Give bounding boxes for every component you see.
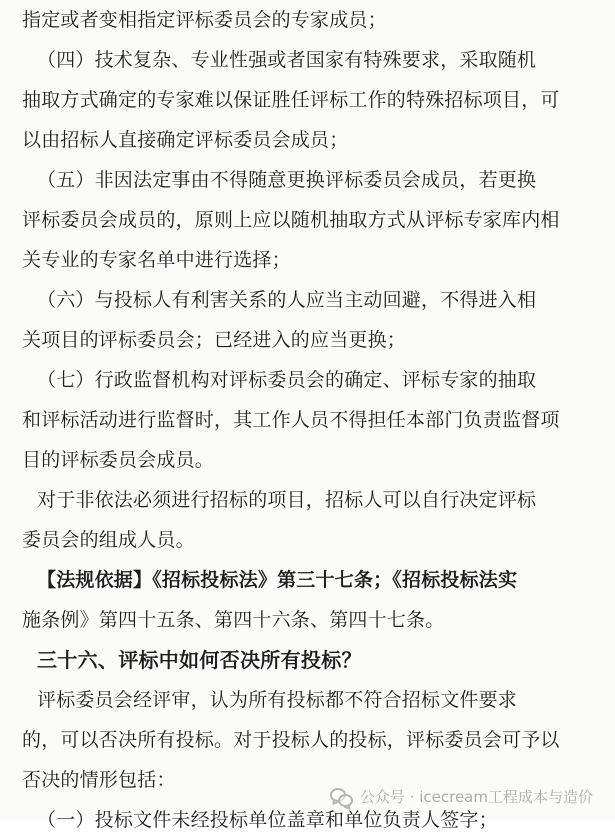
document-line-14: 委员会的组成人员。: [22, 529, 195, 551]
document-line-13: 对于非依法必须进行招标的项目，招标人可以自行决定评标: [37, 489, 537, 511]
document-line-18: 评标委员会经评审，认为所有投标都不符合招标文件要求: [37, 689, 518, 711]
document-line-3: 抽取方式确定的专家难以保证胜任评标工作的特殊招标项目，可: [22, 89, 560, 111]
document-line-7: 关专业的专家名单中进行选择；: [22, 249, 291, 271]
document-line-2: （四）技术复杂、专业性强或者国家有特殊要求，采取随机: [37, 49, 537, 71]
document-line-19: 的，可以否决所有投标。对于投标人的投标，评标委员会可予以: [22, 729, 560, 751]
watermark-text: 公众号 · icecream工程成本与造价: [359, 787, 593, 806]
watermark: [330, 782, 593, 810]
document-line-16: 施条例》第四十五条、第四十六条、第四十七条。: [22, 609, 445, 631]
document-line-21: （一）投标文件未经投标单位盖章和单位负责人签字；: [37, 809, 498, 831]
document-line-8: （六）与投标人有利害关系的人应当主动回避，不得进入相: [37, 289, 537, 311]
document-line-11: 和评标活动进行监督时，其工作人员不得担任本部门负责监督项: [22, 409, 560, 431]
document-line-4: 以由招标人直接确定评标委员会成员；: [22, 129, 349, 151]
document-line-15: 【法规依据】《招标投标法》第三十七条；《招标投标法实: [37, 569, 518, 591]
document-line-10: （七）行政监督机构对评标委员会的确定、评标专家的抽取: [37, 369, 537, 391]
document-line-6: 评标委员会成员的，原则上应以随机抽取方式从评标专家库内相: [22, 209, 560, 231]
document-line-9: 关项目的评标委员会；已经进入的应当更换；: [22, 329, 407, 351]
wechat-icon: [330, 787, 352, 805]
section-heading: 三十六、评标中如何否决所有投标？: [37, 648, 362, 672]
document-line-20: 否决的情形包括：: [22, 769, 176, 791]
document-line-5: （五）非因法定事由不得随意更换评标委员会成员，若更换: [37, 169, 537, 191]
document-line-1: 指定或者变相指定评标委员会的专家成员；: [22, 9, 387, 31]
document-line-12: 目的评标委员会成员。: [22, 449, 215, 471]
